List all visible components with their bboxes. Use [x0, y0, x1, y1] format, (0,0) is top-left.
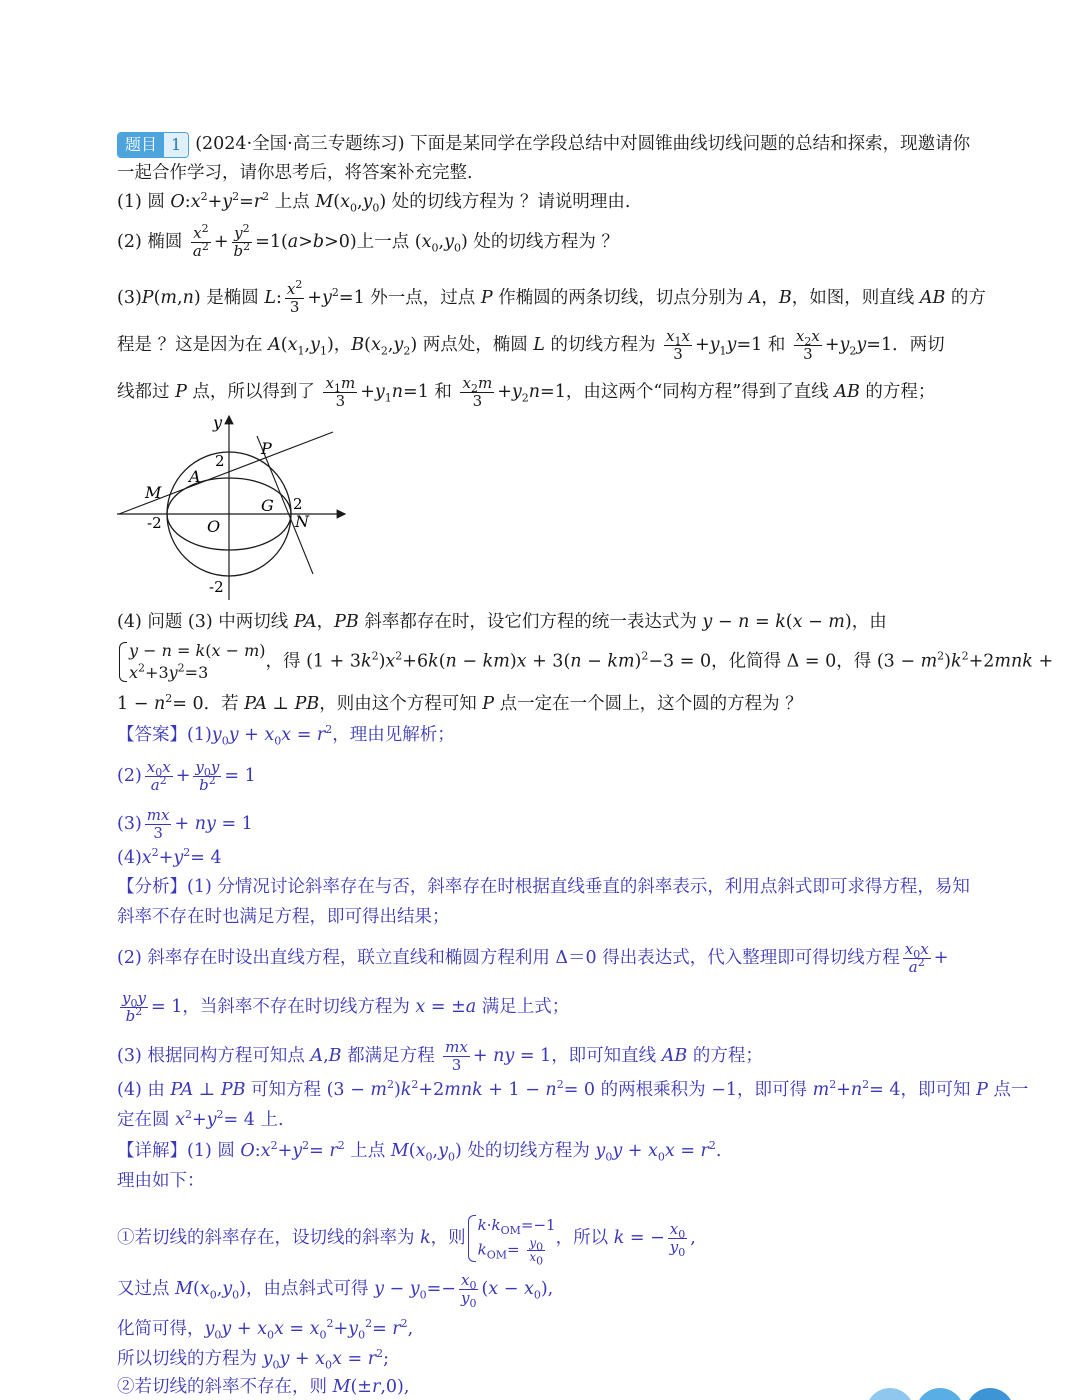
q3-text: 的方程； [859, 382, 936, 402]
fraction: $\frac{y_0y}{b^2}$ [195, 758, 220, 794]
question-part-3-line-3: 线都过 P 点，所以得到了 $\frac{x_1m}{3}$ $+y_1n=1$ 和 $\frac{x_2m}{3}$ $+y_2n=1$，由这两个“同构方程”得到了直线 AB 的方程； [117, 374, 936, 410]
q4-text: 点一定在一个圆上，这个圆的方程为 ？ [494, 694, 803, 714]
detail-text: ②若切线的斜率不存在，则 [117, 1377, 333, 1397]
fraction: $\frac{mx}{3}$ [445, 1038, 468, 1074]
fraction: $\frac{y^2}{b^2}$ [233, 222, 251, 260]
q3-text: 的方 [945, 288, 986, 308]
detail-text: (1) 圆 [187, 1141, 241, 1161]
point-g-label: G [261, 496, 274, 515]
analysis-line-6: (4) 由 PA ⊥ PB 可知方程 $(3 - m^2)k^2+2mnk + 1 - n^2= 0$ 的两根乘积为 −1，即可得 $m^2+n^2= 4$，即可知 P 点一 [117, 1078, 1029, 1100]
tick-left: -2 [147, 514, 162, 532]
q3-text: 和 [428, 382, 458, 402]
analysis-line-5: (3) 根据同构方程可知点 A,B 都满足方程 $\frac{mx}{3}$ + ny = 1，即可知直线 AB 的方程； [117, 1038, 763, 1074]
fraction: $\frac{x^2}{3}$ [286, 278, 303, 316]
analysis-text: ，即可知直线 [551, 1046, 662, 1066]
analysis-text: (2) 斜率存在时设出直线方程，联立直线和椭圆方程利用 Δ＝0 得出表达式，代入整理即可得切线方程 [117, 948, 900, 968]
q3-text: 作椭圆的两条切线，切点分别为 [492, 288, 749, 308]
decorative-circles [866, 1388, 1026, 1400]
q3-text: ，如图，则直线 [791, 288, 920, 308]
q4-text: ，得 [265, 651, 307, 672]
q3-text: 外一点，过点 [364, 288, 481, 308]
fraction: $\frac{x_1m}{3}$ [325, 374, 356, 410]
question-badge [117, 132, 189, 158]
q2-suffix: 处的切线方程为 ？ [467, 232, 619, 252]
analysis-text: 斜率不存在时也满足方程，即可得出结果； [117, 907, 450, 927]
tick-bottom: -2 [209, 578, 224, 596]
q3-text: 两点处，椭圆 [417, 335, 534, 355]
fraction: $\frac{mx}{3}$ [146, 806, 170, 842]
detail-text: ，由点斜式可得 [246, 1279, 375, 1299]
point-p-label: P [261, 439, 272, 458]
y-axis-label: y [213, 413, 223, 432]
fraction: $\frac{x_0}{y_0}$ [669, 1220, 686, 1259]
fraction: $\frac{x_0x}{a^2}$ [904, 940, 929, 976]
detail-line-4: 又过点 $M(x_0,y_0)$，由点斜式可得 $y - y_0=-$ $\frac{x_0}{y_0}$ $(x - x_0)$, [117, 1271, 554, 1310]
answer-1-suffix: ，理由见解析； [332, 725, 455, 745]
fraction: $\frac{y_0}{x_0}$ [529, 1236, 544, 1268]
fraction: $\frac{x_2m}{3}$ [462, 374, 493, 410]
answer-line-2: (2) $\frac{x_0x}{a^2}$ + $\frac{y_0y}{b^2}$ = 1 [117, 758, 256, 794]
analysis-text: 都满足方程 [341, 1046, 441, 1066]
detail-text: 所以切线的方程为 [117, 1349, 263, 1369]
analysis-text: 的方程； [687, 1046, 763, 1066]
question-part-4-line-3: $1 - n^2= 0$．若 PA ⊥ PB，则由这个方程可知 P 点一定在一个圆上，这个圆的方程为 ？ [117, 692, 803, 714]
detail-text: ，则 [430, 1228, 466, 1248]
detail-line-5: 化简可得，$y_0y + x_0x = x_0^2+y_0^2= r^2$, [117, 1317, 414, 1342]
detail-tag: 【详解】 [117, 1141, 187, 1161]
q4-text: ，则由这个方程可知 [319, 694, 483, 714]
q1-prefix: (1) 圆 [117, 192, 171, 212]
detail-text: ①若切线的斜率存在，设切线的斜率为 [117, 1228, 421, 1248]
detail-line-7: ②若切线的斜率不存在，则 M(±r,0), [117, 1377, 410, 1397]
q4-text: 斜率都存在时，设它们方程的统一表达式为 [358, 612, 703, 632]
detail-line-6: 所以切线的方程为 $y_0y + x_0x = r^2$; [117, 1347, 389, 1372]
point-m-label: M [145, 483, 162, 502]
origin-label: O [207, 517, 221, 536]
fraction: $\frac{x_2x}{3}$ [795, 327, 820, 363]
analysis-line-4: $\frac{y_0y}{b^2}$ = 1，当斜率不存在时切线方程为 x = ±a 满足上式； [122, 989, 570, 1025]
q4-text: ，化简得 [711, 651, 787, 672]
answer-2-prefix: (2) [117, 766, 142, 786]
question-part-2: (2) 椭圆 $\frac{x^2}{a^2}$ + $\frac{y^2}{b^2}$ =1(a>b>0)上一点 $(x_0,y_0)$ 处的切线方程为 ？ [117, 222, 619, 260]
analysis-line-2 [117, 904, 1000, 930]
fraction: $\frac{x_1x}{3}$ [666, 327, 690, 363]
answer-line-4: $(4)x^2+y^2= 4$ [117, 846, 222, 868]
detail-text: ，所以 [555, 1228, 614, 1248]
intro-text-2: 一起合作学习，请你思考后，将答案补充完整. [117, 163, 473, 183]
badge-label: 题目 [118, 133, 164, 157]
question-header-line-1 [117, 131, 1000, 158]
analysis-text: 定在圆 [117, 1110, 176, 1130]
analysis-text: 的两根乘积为 −1，即可得 [595, 1080, 813, 1100]
q1-suffix: 处的切线方程为 ？请说明理由. [386, 192, 631, 212]
detail-text: 又过点 [117, 1279, 176, 1299]
tick-right: 2 [293, 495, 303, 513]
point-n-label: N [295, 512, 309, 531]
q3-text: 是椭圆 [200, 288, 265, 308]
analysis-tag: 【分析】 [117, 877, 187, 897]
question-header-line-2 [117, 160, 1000, 186]
detail-line-1: 【详解】(1) 圆 $O:x^2+y^2= r^2$ 上点 $M(x_0,y_0)$ 处的切线方程为 $y_0y + x_0x = r^2$. [117, 1139, 722, 1164]
detail-text: 处的切线方程为 [461, 1141, 596, 1161]
q3-text: 和 [762, 335, 791, 355]
detail-line-3: ①若切线的斜率存在，设切线的斜率为 k，则$k\cdot k_{OM}=-1$ $k_{OM}=$ $\frac{y_0}{x_0}$ ，所以 k = − $\frac{x_0}{y_0}$ , [117, 1213, 1000, 1264]
question-part-3-line-1: (3)P(m,n) 是椭圆 L: $\frac{x^2}{3}$ $+y^2=1$ 外一点，过点 P 作椭圆的两条切线，切点分别为 A，B，如图，则直线 AB 的方 [117, 278, 986, 316]
analysis-line-1 [117, 874, 1000, 900]
fraction: $\frac{x_0x}{a^2}$ [146, 758, 171, 794]
equation-system: y − n = k(x − m) $x^2+3y^2=3$ [117, 640, 266, 684]
answer-tag: 【答案】 [117, 725, 187, 745]
analysis-text: 满足上式； [476, 997, 570, 1017]
badge-number: 1 [164, 133, 188, 157]
answer-4-prefix: (4) [117, 848, 142, 868]
analysis-text: (4) 由 [117, 1080, 171, 1100]
tick-top: 2 [215, 452, 225, 470]
q2-prefix: (2) 椭圆 [117, 232, 188, 252]
answer-line-3: (3) $\frac{mx}{3}$ + ny = 1 [117, 806, 253, 842]
question-part-3-line-2: 程是 ？这是因为在 $A(x_1,y_1)$，$B(x_2,y_2)$ 两点处，椭圆 L 的切线方程为 $\frac{x_1x}{3}$ $+y_1y=1$ 和 $\frac{x_2x}{3}$ $+y_2y=1$．两切 [117, 327, 945, 363]
analysis-line-7: 定在圆 $x^2+y^2= 4$ 上. [117, 1108, 284, 1130]
analysis-text: ，即可知 [900, 1080, 977, 1100]
detail-line-2 [117, 1168, 1000, 1194]
analysis-text: ，当斜率不存在时切线方程为 [182, 997, 416, 1017]
fraction: $\frac{x^2}{a^2}$ [192, 222, 209, 260]
answer-line-1: 【答案】$(1)y_0y + x_0x = r^2$，理由见解析； [117, 723, 455, 748]
detail-text: 化简可得， [117, 1319, 205, 1339]
point-a-label: A [189, 467, 201, 486]
analysis-text: 点一 [987, 1080, 1029, 1100]
answer-3-prefix: (3) [117, 814, 142, 834]
analysis-line-3: (2) 斜率存在时设出直线方程，联立直线和椭圆方程利用 Δ＝0 得出表达式，代入整理即可得切线方程 $\frac{x_0x}{a^2}$ + [117, 940, 949, 976]
q3-text: ．两切 [892, 335, 945, 355]
question-part-4-line-2: y − n = k(x − m) $x^2+3y^2=3$，得 $(1 + 3k^2)x^2+6k(n - km)x + 3(n - km)^2-3 = 0$，化简得 Δ = 0，得 $(3 - m^2)k^2+2mnk$ + [117, 640, 1000, 684]
intro-text-1: (2024·全国·高三专题练习) 下面是某同学在学段总结中对圆锥曲线切线问题的总结和探索，现邀请你 [195, 134, 971, 154]
analysis-text: (3) 根据同构方程可知点 [117, 1046, 311, 1066]
q3-text: 的切线方程为 [544, 335, 662, 355]
detail-text: 上点 [344, 1141, 391, 1161]
q4-text: ．若 [203, 694, 245, 714]
analysis-text: 上. [254, 1110, 284, 1130]
question-part-1: (1) 圆 $O:x^2+y^2=r^2$ 上点 $M(x_0,y_0)$ 处的切线方程为 ？请说明理由. [117, 190, 631, 215]
q3-text: ，由这两个“同构方程”得到了直线 [565, 382, 835, 402]
analysis-text: (1) 分情况讨论斜率存在与否，斜率存在时根据直线垂直的斜率表示，利用点斜式即可求得方程，易知 [187, 877, 970, 897]
q3-text: 线都过 [117, 382, 176, 402]
ellipse-tangent-figure [117, 410, 357, 602]
q3-text: 点，所以得到了 [186, 382, 321, 402]
q4-text: (4) 问题 (3) 中两切线 [117, 612, 294, 632]
fraction: $\frac{x_0}{y_0}$ [460, 1271, 477, 1310]
q3-text: 程是 ？这是因为在 [117, 335, 269, 355]
equation-system: $k\cdot k_{OM}=-1$ $k_{OM}=$ $\frac{y_0}{x_0}$ [466, 1213, 556, 1264]
fraction: $\frac{y_0y}{b^2}$ [122, 989, 146, 1025]
question-part-4-line-1: (4) 问题 (3) 中两切线 PA，PB 斜率都存在时，设它们方程的统一表达式为 y − n = k(x − m)，由 [117, 612, 887, 632]
q2-mid: 上一点 [356, 232, 415, 252]
q4-text: ，由 [851, 612, 887, 632]
analysis-text: 可知方程 [245, 1080, 327, 1100]
q4-text: ，得 [836, 651, 877, 672]
detail-text: 理由如下： [117, 1171, 205, 1191]
